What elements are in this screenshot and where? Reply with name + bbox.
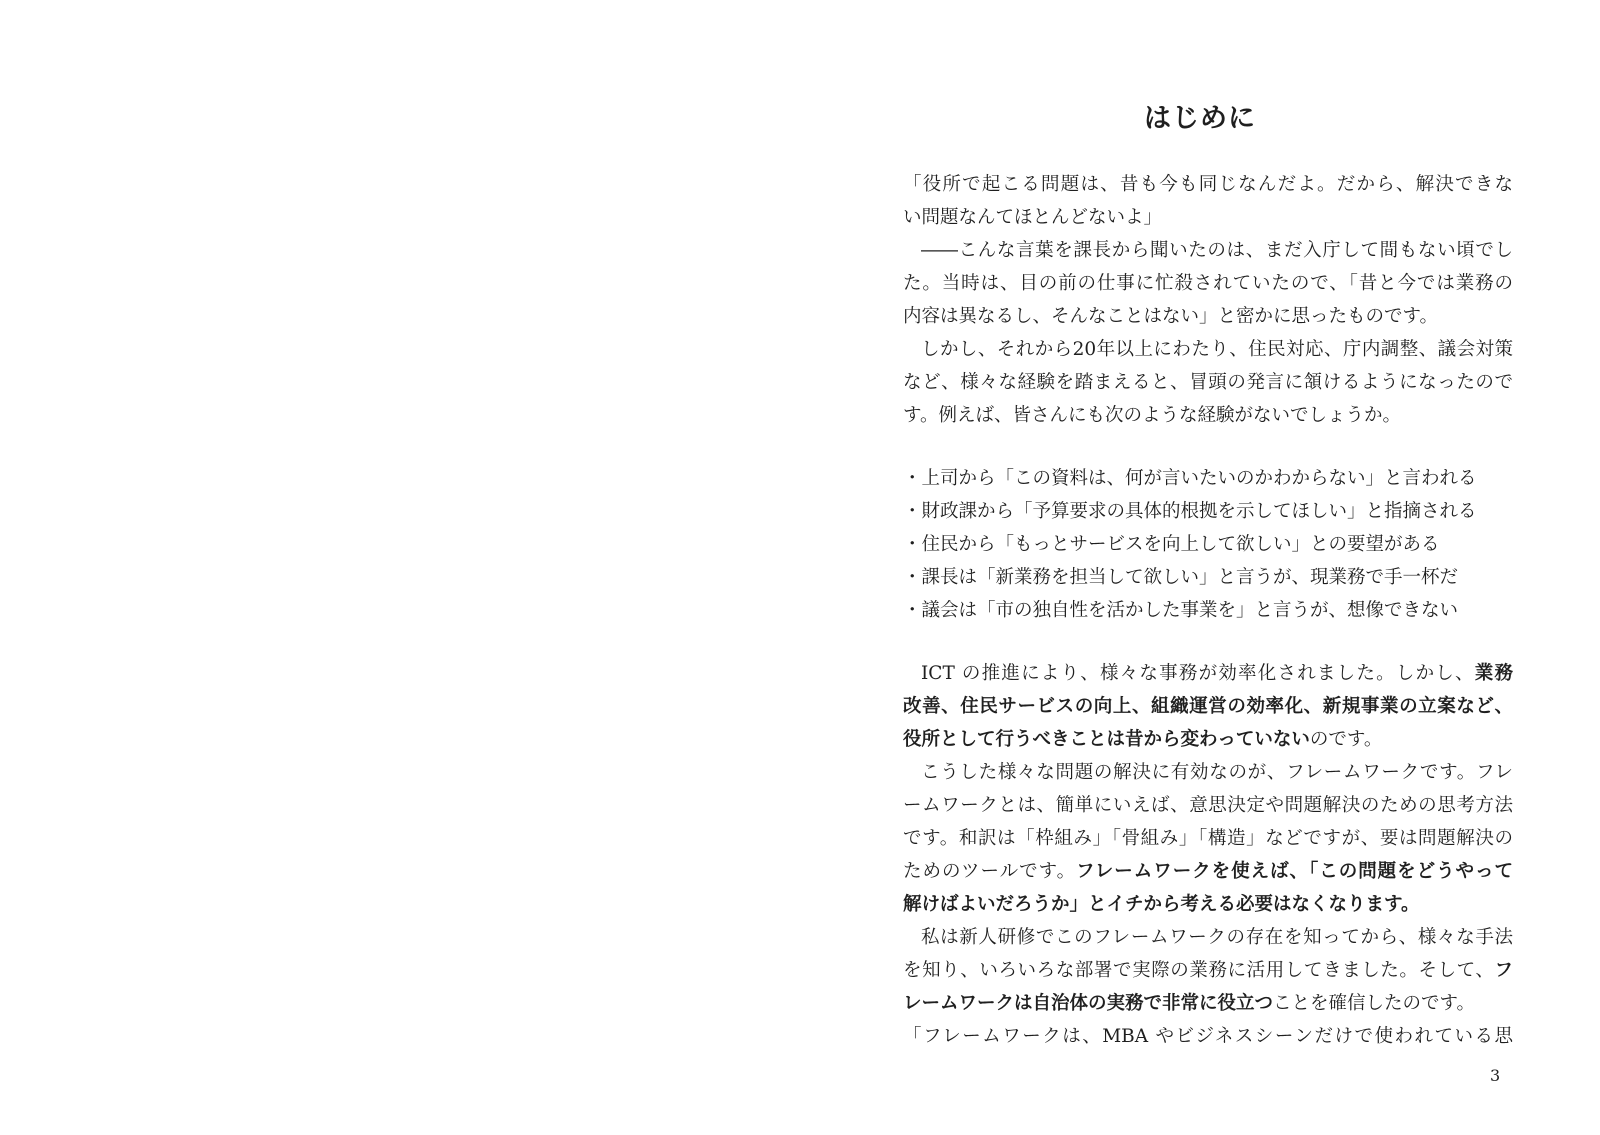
text-bold: 業務: [1474, 663, 1513, 684]
text-plain: のです。: [1309, 729, 1383, 750]
page-title: はじめに: [1144, 103, 1256, 134]
text-bold: フレームワークを使えば、「この問題をどうやって: [1076, 861, 1514, 882]
paragraph-framework: [903, 756, 1513, 921]
list-item: ・財政課から「予算要求の具体的根拠を示してほしい」と指摘される: [903, 501, 1477, 522]
paragraph-ict: [903, 657, 1513, 756]
list-item: ・議会は「市の独自性を活かした事業を」と言うが、想像できない: [903, 600, 1459, 621]
bullet-list: [903, 462, 1513, 627]
text-line: [903, 723, 1513, 756]
text-line: など、様々な経験を踏まえると、冒頭の発言に頷けるようになったので: [903, 372, 1513, 393]
text-line: 「フレームワークは、MBA やビジネスシーンだけで使われている思: [903, 1026, 1513, 1047]
text-plain: ためのツールです。: [903, 861, 1077, 882]
paragraph-conviction: [903, 921, 1513, 1020]
text-bold: レームワークは自治体の実務で非常に役立つ: [903, 993, 1274, 1014]
text-line: [903, 657, 1513, 690]
text-plain: ICT の推進により、様々な事務が効率化されました。しかし、: [921, 663, 1475, 684]
text-line: [903, 855, 1513, 888]
text-line: です。和訳は「枠組み」「骨組み」「構造」などですが、要は問題解決の: [903, 828, 1513, 849]
text-line: 私は新人研修でこのフレームワークの存在を知ってから、様々な手法: [921, 927, 1513, 948]
text-line: 「役所で起こる問題は、昔も今も同じなんだよ。だから、解決できな: [903, 174, 1513, 195]
text-line: ――こんな言葉を課長から聞いたのは、まだ入庁して間もない頃でし: [921, 240, 1513, 261]
text-line: こうした様々な問題の解決に有効なのが、フレームワークです。フレ: [921, 762, 1513, 783]
text-line-bold: 改善、住民サービスの向上、組織運営の効率化、新規事業の立案など、: [903, 696, 1513, 717]
body-text: [903, 168, 1513, 1053]
text-plain: ことを確信したのです。: [1273, 993, 1476, 1014]
text-line: 内容は異なるし、そんなことはない」と密かに思ったものです。: [903, 306, 1439, 327]
text-plain: を知り、いろいろな部署で実際の業務に活用してきました。そして、: [903, 960, 1495, 981]
paragraph-recollection: [903, 234, 1513, 333]
text-line: す。例えば、皆さんにも次のような経験がないでしょうか。: [903, 405, 1402, 426]
page-number: 3: [1490, 1066, 1501, 1085]
paragraph-opening-quote: [903, 168, 1513, 234]
text-line: い問題なんてほとんどないよ」: [903, 207, 1163, 228]
list-item: ・上司から「この資料は、何が言いたいのかわからない」と言われる: [903, 468, 1477, 489]
paragraph-experience: [903, 333, 1513, 432]
paragraph-continued: [903, 1020, 1513, 1053]
text-line: ームワークとは、簡単にいえば、意思決定や問題解決のための思考方法: [903, 795, 1513, 816]
text-bold: フ: [1494, 960, 1513, 981]
text-line: [903, 987, 1513, 1020]
spacer: [903, 627, 1513, 657]
list-item: ・住民から「もっとサービスを向上して欲しい」との要望がある: [903, 534, 1440, 555]
text-line: た。当時は、目の前の仕事に忙殺されていたので、「昔と今では業務の: [903, 273, 1513, 294]
text-bold: 役所として行うべきことは昔から変わっていない: [903, 729, 1310, 750]
list-item: ・課長は「新業務を担当して欲しい」と言うが、現業務で手一杯だ: [903, 567, 1459, 588]
spacer: [903, 432, 1513, 462]
text-line: [903, 954, 1513, 987]
text-line: しかし、それから20年以上にわたり、住民対応、庁内調整、議会対策: [921, 339, 1513, 360]
text-line-bold: 解けばよいだろうか」とイチから考える必要はなくなります。: [903, 894, 1420, 915]
